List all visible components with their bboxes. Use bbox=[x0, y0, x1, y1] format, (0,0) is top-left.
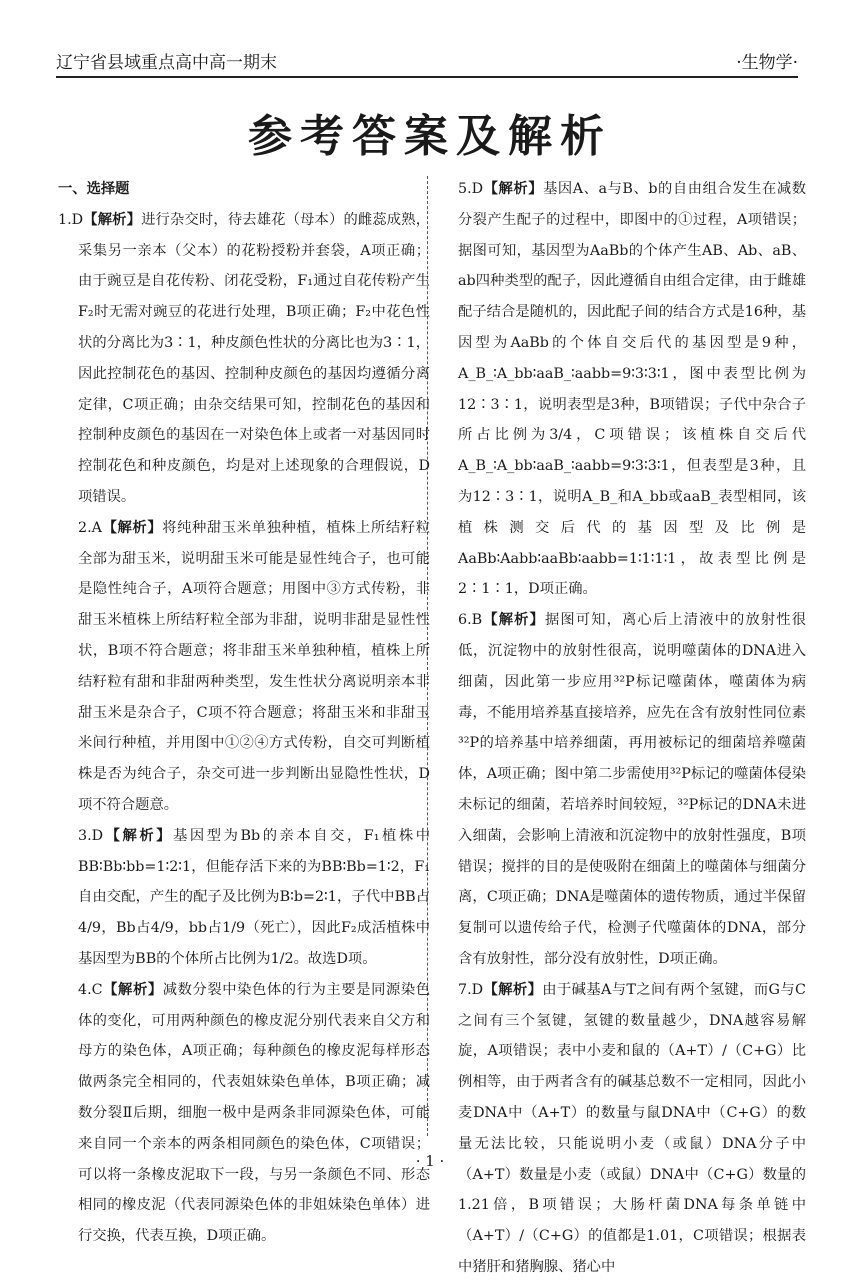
right-column bbox=[438, 174, 806, 1283]
analysis-tag: 【解析】 bbox=[83, 211, 142, 228]
question-number: 4.C bbox=[78, 981, 103, 998]
section-heading: 一、选择题 bbox=[58, 181, 130, 197]
question-number: 2.A bbox=[78, 519, 102, 536]
analysis-tag: 【解析】 bbox=[103, 827, 174, 844]
question-text: 据图可知，离心后上清液中的放射性很低，沉淀物中的放射性很高，说明噬菌体的DNA进入细菌，因此第一步应用³²P标记噬菌体，噬菌体为病毒，不能用培养基直接培养，应先在含有放射性同位素³²P的培养基中培养细菌，再用被标记的细菌培养噬菌体，A项正确；图中第二步需使用³²P标记的噬菌体侵染未标记的细菌，若培养时间较短，³²P标记的DNA未进入细菌，会影响上清液和沉淀物中的放射性强度，B项错误；搅拌的目的是使吸附在细菌上的噬菌体与细菌分离，C项正确；DNA是噬菌体的遗传物质，通过半保留复制可以遗传给子代，检测子代噬菌体的DNA，部分含有放射性，部分没有放射性，D项正确。 bbox=[458, 612, 807, 967]
analysis-tag: 【解析】 bbox=[101, 519, 163, 536]
analysis-tag: 【解析】 bbox=[483, 981, 543, 998]
question-text: 基因型为Bb的亲本自交，F₁植株中BB∶Bb∶bb=1∶2∶1，但能存活下来的为BB∶Bb=1∶2，F₁自由交配，产生的配子及比例为B∶b=2∶1，子代中BB占4/9，Bb占4/9，bb占1/9（死亡），因此F₂成活植株中基因型为BB的个体所占比例为1/2。故选D项。 bbox=[78, 827, 431, 967]
question-number: 6.B bbox=[458, 612, 483, 629]
question-text: 由于碱基A与T之间有两个氢键，而G与C之间有三个氢键，氢键的数量越少，DNA越容易解旋，A项错误；表中小麦和鼠的（A+T）/（C+G）比例相等，由于两者含有的碱基总数不一定相同，因此小麦DNA中（A+T）的数量与鼠DNA中（C+G）的数量无法比较，只能说明小麦（或鼠）DNA分子中（A+T）数量是小麦（或鼠）DNA中（C+G）数量的1.21倍，B项错误；大肠杆菌DNA每条单链中（A+T）/（C+G）的值都是1.01，C项错误；根据表中猪肝和猪胸腺、猪心中 bbox=[458, 981, 806, 1275]
analysis-tag: 【解析】 bbox=[482, 612, 545, 629]
header-exam-title: 辽宁省县域重点高中高一期末 bbox=[56, 53, 277, 73]
question-6 bbox=[438, 605, 806, 975]
question-text: 减数分裂中染色体的行为主要是同源染色体的变化，可用两种颜色的橡皮泥分别代表来自父方和母方的染色体，A项正确；每种颜色的橡皮泥每样形态做两条完全相同的，代表姐妹染色单体，B项正确；减数分裂Ⅱ后期，细胞一极中是两条非同源染色体，可能来自同一个亲本的两条相同颜色的染色体，C项错误；可以将一条橡皮泥取下一段，与另一条颜色不同、形态相同的橡皮泥（代表同源染色体的非姐妹染色单体）进行交换，代表互换，D项正确。 bbox=[78, 981, 431, 1245]
question-number: 7.D bbox=[458, 981, 484, 998]
question-1 bbox=[58, 205, 430, 513]
page-number: · 1 · bbox=[415, 1152, 445, 1170]
question-number: 3.D bbox=[78, 827, 104, 844]
left-column bbox=[58, 174, 430, 1252]
question-text: 进行杂交时，待去雄花（母本）的雌蕊成熟，采集另一亲本（父本）的花粉授粉并套袋，A项正确；由于豌豆是自花传粉、闭花受粉，F₁通过自花传粉产生F₂时无需对豌豆的花进行处理，B项正确；F₂中花色性状的分离比为3∶1，种皮颜色性状的分离比也为3∶1，因此控制花色的基因、控制种皮颜色的基因均遵循分离定律，C项正确；由杂交结果可知，控制花色的基因和控制种皮颜色的基因在一对染色体上或者一对基因同时控制花色和种皮颜色，均是对上述现象的合理假说，D项错误。 bbox=[78, 211, 431, 505]
question-7 bbox=[438, 975, 806, 1283]
page-header bbox=[56, 46, 798, 78]
question-number: 5.D bbox=[458, 181, 484, 197]
question-5 bbox=[438, 174, 806, 605]
analysis-tag: 【解析】 bbox=[483, 181, 544, 197]
analysis-tag: 【解析】 bbox=[102, 981, 163, 998]
question-text: 基因A、a与B、b的自由组合发生在减数分裂产生配子的过程中，即图中的①过程，A项错误；据图可知，基因型为AaBb的个体产生AB、Ab、aB、ab四种类型的配子，因此遵循自由组合定律，由于雌雄配子结合是随机的，因此配子间的结合方式是16种，基因型为AaBb的个体自交后代的基因型是9种，A_B_∶A_bb∶aaB_∶aabb=9∶3∶3∶1，图中表型比例为12∶3∶1，说明表型是3种，B项错误；子代中杂合子所占比例为3/4，C项错误；该植株自交后代A_B_∶A_bb∶aaB_∶aabb=9∶3∶3∶1，但表型是3种，且为12∶3∶1，说明A_B_和A_bb或aaB_表型相同，该植株测交后代的基因型及比例是AaBb∶Aabb∶aaBb∶aabb=1∶1∶1∶1，故表型比例是2∶1∶1，D项正确。 bbox=[458, 181, 807, 598]
question-number: 1.D bbox=[58, 211, 84, 228]
question-text: 将纯种甜玉米单独种植，植株上所结籽粒全部为甜玉米，说明甜玉米可能是显性纯合子，也可能是隐性纯合子，A项符合题意；用图中③方式传粉，非甜玉米植株上所结籽粒全部为非甜，说明非甜是显性性状，B项不符合题意；将非甜玉米单独种植，植株上所结籽粒有甜和非甜两种类型，发生性状分离说明亲本非甜玉米是杂合子，C项不符合题意；将甜玉米和非甜玉米间行种植，并用图中①②④方式传粉，自交可判断植株是否为纯合子，杂交可进一步判断出显隐性性状，D项不符合题意。 bbox=[78, 519, 431, 813]
page-title: 参考答案及解析 bbox=[248, 111, 612, 162]
header-subject: ·生物学· bbox=[736, 53, 798, 73]
question-3 bbox=[58, 821, 430, 975]
question-2 bbox=[58, 513, 430, 821]
question-4 bbox=[58, 975, 430, 1252]
